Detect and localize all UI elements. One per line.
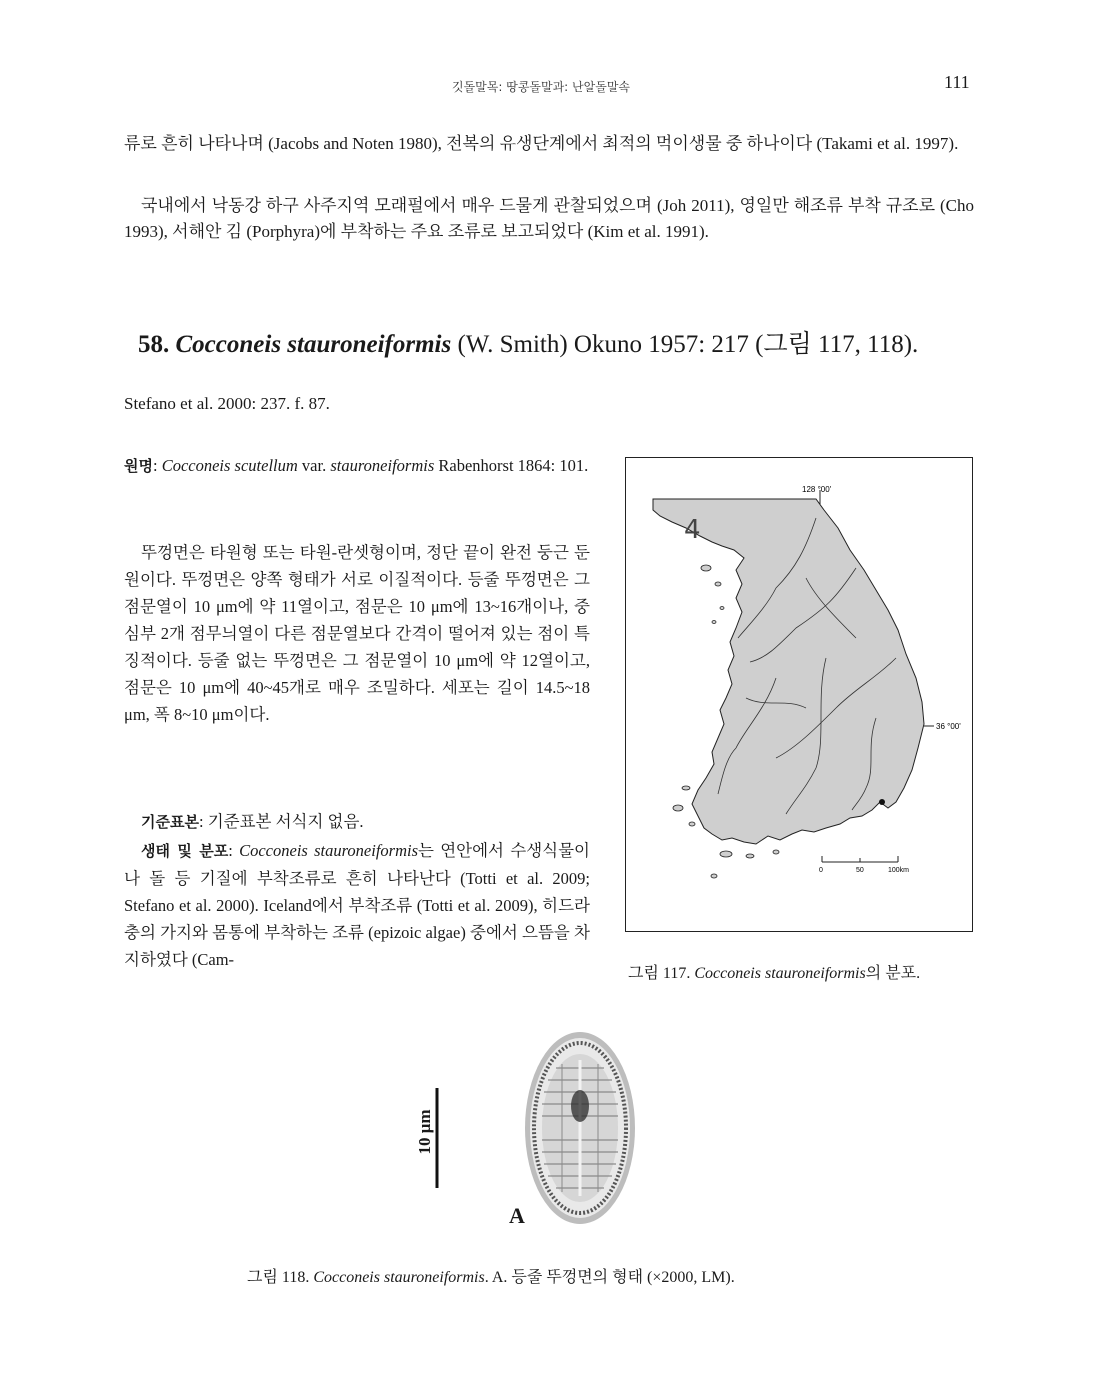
scale-tick-100: 100km — [888, 867, 910, 874]
figure-117-species: Cocconeis stauroneiformis — [694, 965, 866, 982]
species-reference: Stefano et al. 2000: 237. f. 87. — [124, 394, 330, 413]
species-number: 58. — [138, 331, 170, 358]
figure-117-label: 그림 117. — [628, 965, 691, 982]
type-specimen: 기준표본: 기준표본 서식지 없음. — [141, 812, 364, 831]
figure-118-species: Cocconeis stauroneiformis — [313, 1269, 485, 1286]
page-number: 111 — [944, 72, 970, 92]
intro-paragraph-2-text: 국내에서 낙동강 하구 사주지역 모래펄에서 매우 드물게 관찰되었으며 (Joh 2011), 영일만 해조류 부착 규조로 (Cho 1993), 서해안 김 (Porphyra)에 부착하는 주요 조류로 보고되었다 (Kim et al. 1991). — [124, 196, 974, 241]
scale-bar — [822, 856, 898, 862]
korea-land — [653, 499, 924, 844]
ecology-paragraph: 생태 및 분포: Cocconeis stauroneiformis는 연안에서 수생식물이나 돌 등 기질에 부착조류로 흔히 나타난다 (Totti et al. 2009; Stefano et al. 2000). Iceland에서 부착조류 (Totti et al. 2009), 히드라충의 가지와 몸통에 부착하는 조류 (epizoic algae) 중에서 으뜸을 차지하였다 (Cam- — [124, 841, 590, 969]
korea-distribution-map — [626, 458, 972, 931]
latitude-label: 36 °00' — [936, 722, 961, 731]
figure-118-caption — [247, 1264, 735, 1287]
scale-label: 10 μm — [415, 1109, 434, 1155]
ecology-text: 는 연안에서 수생식물이나 돌 등 기질에 부착조류로 흔히 나타난다 (Totti et al. 2009; Stefano et al. 2000). Iceland에서 부착조류 (Totti et al. 2009), 히드라충의 가지와 몸통에 부착하는 조류 (epizoic algae) 중에서 으뜸을 차지하였다 (Cam- — [124, 841, 590, 969]
scale-tick-0: 0 — [819, 867, 823, 874]
ecology-species: Cocconeis stauroneiformis — [239, 841, 419, 860]
basionym-author: Rabenhorst 1864: 101. — [438, 456, 589, 475]
occurrence-point — [879, 799, 885, 805]
basionym-name: Cocconeis scutellum — [161, 456, 298, 475]
basionym: 원명: Cocconeis scutellum var. stauroneiformis Rabenhorst 1864: 101. — [124, 456, 589, 475]
ecology-label: 생태 및 분포 — [141, 842, 229, 860]
figure-118-label: 그림 118. — [247, 1269, 310, 1286]
basionym-label: 원명 — [124, 457, 153, 475]
figure-118-suffix: . A. 등줄 뚜껑면의 형태 (×2000, LM). — [484, 1269, 735, 1286]
basionym-var: var. — [301, 456, 327, 475]
intro-paragraph-1: 류로 흔히 나타나며 (Jacobs and Noten 1980), 전복의 유생단계에서 최적의 먹이생물 중 하나이다 (Takami et al. 1997). — [124, 134, 959, 153]
panel-letter: A — [509, 1203, 525, 1228]
diatom-micrograph — [430, 1030, 650, 1230]
species-heading — [138, 324, 918, 360]
intro-paragraph-2 — [124, 193, 974, 245]
handwritten-mark: 4 — [684, 515, 701, 545]
central-area — [571, 1090, 589, 1122]
distribution-map-frame — [625, 457, 973, 932]
species-name: Cocconeis stauroneiformis — [175, 331, 452, 358]
species-authority: (W. Smith) Okuno 1957: 217 (그림 117, 118). — [457, 331, 919, 358]
scale-tick-50: 50 — [856, 867, 864, 874]
figure-117-caption — [628, 960, 920, 983]
description-paragraph: 뚜껑면은 타원형 또는 타원-란셋형이며, 정단 끝이 완전 둥근 둔원이다. 뚜껑면은 양쪽 형태가 서로 이질적이다. 등줄 뚜껑면은 그 점문열이 10 μm에 약 11열이고, 점문은 10 μm에 13~16개이나, 중심부 2개 점무늬열이 다른 점문열보다 간격이 떨어져 있는 점이 특징적이다. 등줄 없는 뚜껑면은 그 점문열이 10 μm에 약 12열이고, 점문은 10 μm에 40~45개로 매우 조밀하다. 세포는 길이 14.5~18 μm, 폭 8~10 μm이다. — [124, 543, 590, 724]
type-specimen-text: 기준표본 서식지 없음. — [207, 812, 364, 831]
longitude-label: 128 °00' — [802, 485, 832, 494]
basionym-var-name: stauroneiformis — [330, 456, 435, 475]
running-header: 깃돌말목: 땅콩돌말과: 난알돌말속 — [452, 80, 631, 94]
type-specimen-label: 기준표본 — [141, 813, 199, 831]
figure-117-suffix: 의 분포. — [865, 965, 921, 982]
